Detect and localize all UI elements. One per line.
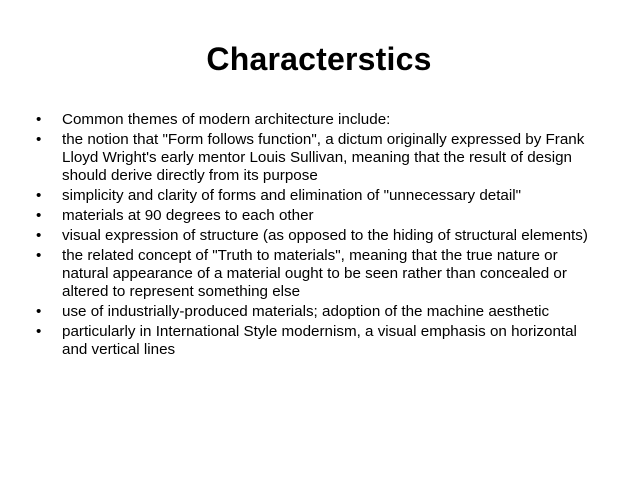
bullet-list [36, 111, 606, 361]
bullet-item-simplicity [36, 187, 606, 205]
bullet-icon: • [36, 130, 42, 148]
bullet-text: materials at 90 degrees to each other [62, 207, 314, 225]
bullet-text: the notion that "Form follows function", a dictum originally expressed by Frank Lloyd Wright's early mentor Louis Sullivan, meaning that the result of design should derive directly from its purpose [62, 130, 585, 185]
bullet-item-themes [36, 111, 606, 129]
bullet-item-visual-structure [36, 227, 606, 245]
bullet-icon: • [36, 187, 42, 205]
bullet-text: visual expression of structure (as opposed to the hiding of structural elements) [62, 226, 588, 244]
bullet-item-form-follows-function [36, 131, 606, 186]
bullet-text: use of industrially-produced materials; adoption of the machine aesthetic [62, 303, 550, 321]
bullet-text: the related concept of "Truth to materials", meaning that the true nature or natural appearance of a material ought to be seen rather than concealed or altered to represent something else [62, 246, 567, 301]
bullet-icon: • [36, 111, 42, 128]
bullet-item-materials-90-degrees [36, 207, 606, 225]
bullet-text: particularly in International Style modernism, a visual emphasis on horizontal and vertical lines [62, 323, 577, 359]
bullet-item-industrial-materials [36, 303, 606, 321]
bullet-item-horizontal-vertical-lines [36, 323, 606, 359]
bullet-icon: • [36, 323, 42, 341]
slide-title: Characterstics [206, 41, 432, 77]
bullet-icon: • [36, 207, 42, 225]
bullet-item-truth-to-materials [36, 247, 606, 302]
bullet-icon: • [36, 303, 42, 321]
bullet-text: simplicity and clarity of forms and elimination of "unnecessary detail" [62, 187, 522, 205]
bullet-icon: • [36, 246, 42, 264]
bullet-text: Common themes of modern architecture include: [62, 111, 391, 128]
bullet-icon: • [36, 226, 42, 244]
